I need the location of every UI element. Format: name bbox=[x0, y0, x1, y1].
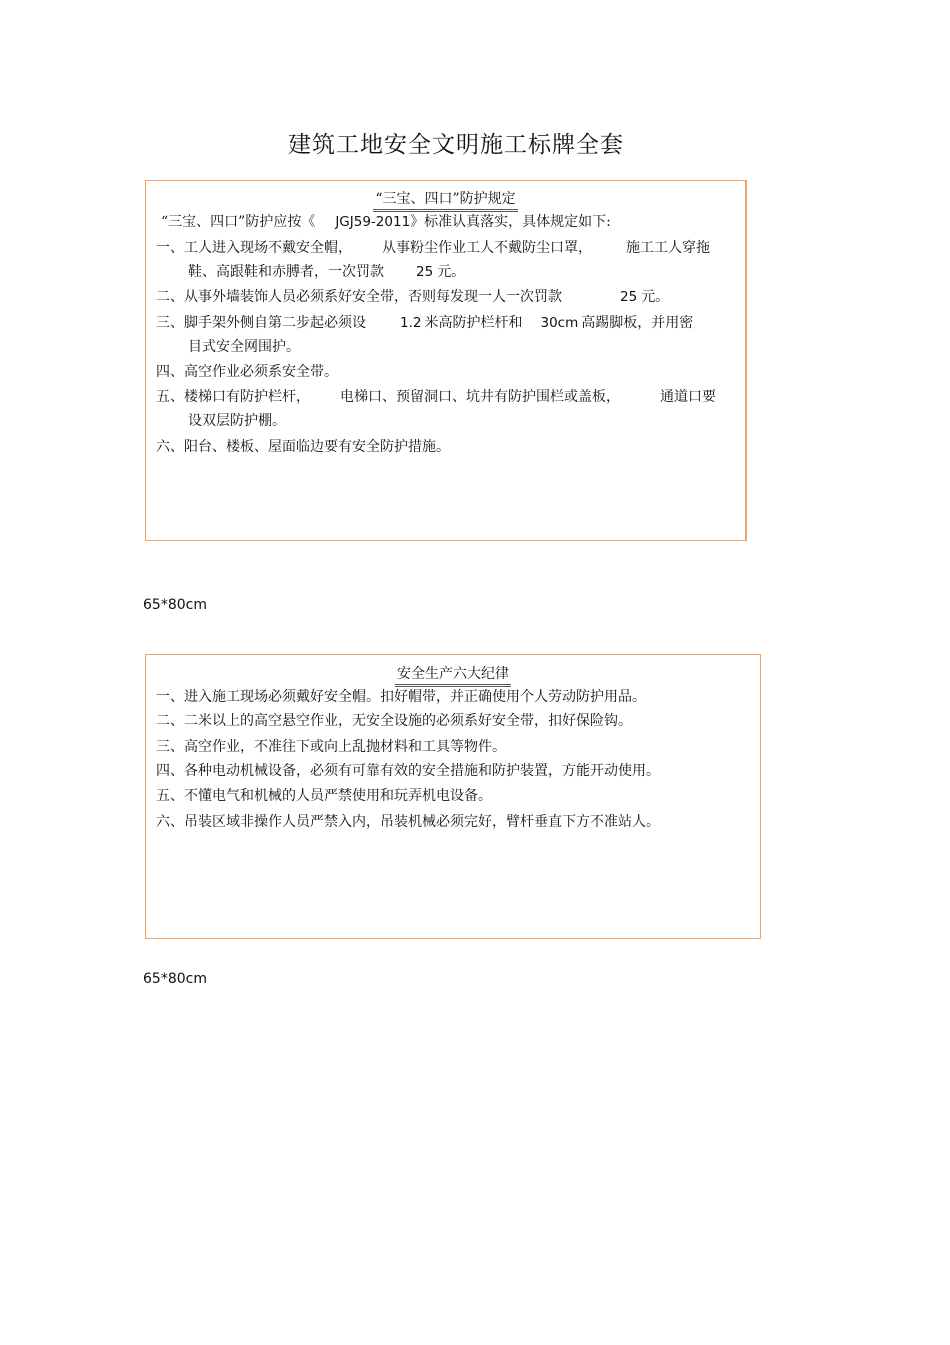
sign-title-text: “三宝、四口”防护规定 bbox=[373, 188, 517, 212]
rule-1-part-a: 一、工人进入现场不戴安全帽， bbox=[156, 240, 352, 256]
intro-text-pre: “三宝、四口”防护应按《 bbox=[161, 214, 316, 230]
rule-2 bbox=[156, 288, 669, 306]
discipline-item: 一、进入施工现场必须戴好安全帽。扣好帽带，并正确使用个人劳动防护用品。 bbox=[156, 689, 646, 705]
sign-three-treasures-four-openings bbox=[145, 180, 747, 541]
rule-1-part-c: 施工工人穿拖 bbox=[626, 240, 710, 256]
standard-code: JGJ59-2011 bbox=[335, 214, 411, 230]
rule-3-line-2: 目式安全网围护。 bbox=[188, 339, 300, 355]
intro-text-post: 》标准认真落实，具体规定如下: bbox=[410, 214, 611, 230]
rule-6: 六、阳台、楼板、屋面临边要有安全防护措施。 bbox=[156, 439, 450, 455]
discipline-item: 三、高空作业，不准往下或向上乱抛材料和工具等物件。 bbox=[156, 739, 506, 755]
discipline-item: 二、二米以上的高空悬空作业，无安全设施的必须系好安全带，扣好保险钩。 bbox=[156, 713, 632, 729]
rule-1-line-1 bbox=[156, 239, 710, 257]
discipline-item: 六、吊装区域非操作人员严禁入内，吊装机械必须完好，臂杆垂直下方不准站人。 bbox=[156, 814, 660, 830]
rule-3-part-e: 高踢脚板，并用密 bbox=[581, 315, 694, 331]
rule-3-part-a: 三、脚手架外侧自第二步起必须设 bbox=[156, 315, 366, 331]
rule-5-part-a: 五、楼梯口有防护栏杆， bbox=[156, 389, 310, 405]
rule-5-part-b: 电梯口、预留洞口、坑井有防护围栏或盖板， bbox=[340, 389, 620, 405]
discipline-item: 四、各种电动机械设备，必须有可靠有效的安全措施和防护装置，方能开动使用。 bbox=[156, 763, 660, 779]
rule-5-line-1 bbox=[156, 388, 716, 406]
rule-1-line-2 bbox=[188, 263, 465, 281]
rule-2-amount: 25 bbox=[620, 289, 638, 305]
sign-title bbox=[146, 663, 760, 687]
rule-1-part-d: 鞋、高跟鞋和赤膊者，一次罚款 bbox=[188, 264, 384, 280]
size-caption-2: 65*80cm bbox=[143, 971, 207, 987]
sign-title-text: 安全生产六大纪律 bbox=[395, 663, 511, 687]
rule-4: 四、高空作业必须系安全带。 bbox=[156, 364, 338, 380]
discipline-item: 五、不懂电气和机械的人员严禁使用和玩弄机电设备。 bbox=[156, 788, 492, 804]
rule-3-height: 1.2 bbox=[400, 315, 422, 331]
rule-1-amount: 25 bbox=[416, 264, 434, 280]
sign-six-safety-disciplines bbox=[145, 654, 761, 939]
rule-1-part-b: 从事粉尘作业工人不戴防尘口罩， bbox=[382, 240, 592, 256]
rule-5-part-c: 通道口要 bbox=[660, 389, 716, 405]
rule-2-unit: 元。 bbox=[641, 289, 670, 305]
rule-3-line-1 bbox=[156, 314, 693, 332]
rule-2-text: 二、从事外墙装饰人员必须系好安全带，否则每发现一人一次罚款 bbox=[156, 289, 562, 305]
rule-3-part-c: 米高防护栏杆和 bbox=[424, 315, 523, 331]
rule-5-line-2: 设双层防护棚。 bbox=[188, 413, 286, 429]
intro-line bbox=[161, 213, 611, 231]
sign-title bbox=[146, 188, 745, 212]
size-caption-1: 65*80cm bbox=[143, 597, 207, 613]
rule-3-board-height: 30cm bbox=[540, 315, 579, 331]
rule-1-unit: 元。 bbox=[437, 264, 466, 280]
document-title: 建筑工地安全文明施工标牌全套 bbox=[288, 132, 624, 158]
